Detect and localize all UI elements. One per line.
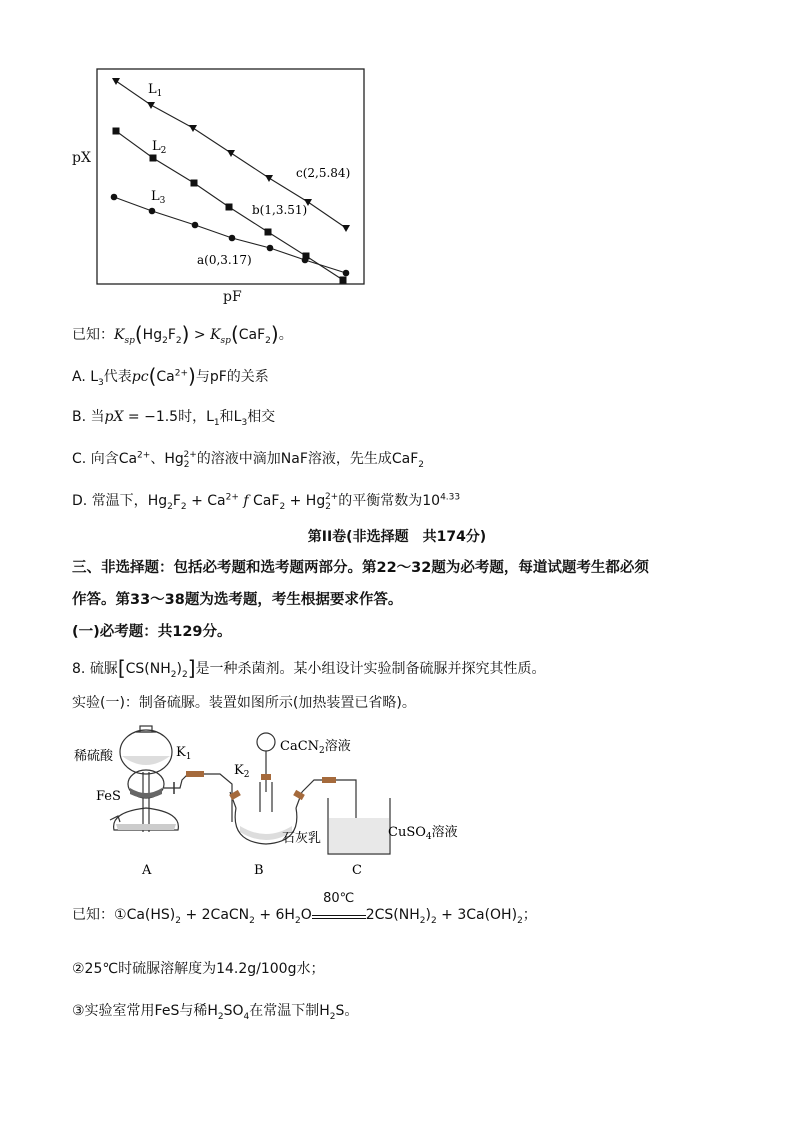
series-1-point-5 bbox=[265, 175, 273, 182]
series-1-point-3 bbox=[189, 125, 197, 132]
known-reaction: 已知：$①Ca(HS)_2$ + 2CaCN$_2$ + $6H_2O$ 80℃ $2CS(NH_2)_2 + 3Ca(OH)_2$； bbox=[72, 891, 537, 926]
rubber-connector bbox=[186, 771, 204, 777]
option-c: C. 向含$Ca^{2+}$、$Hg_2^{2+}$的溶液中滴加NaF溶液，先生成CaF$_2$ bbox=[72, 450, 425, 470]
series-label-l3: $L_3$ bbox=[151, 189, 166, 206]
series-2-point-4 bbox=[226, 204, 233, 211]
section-para-3: (一)必考题：共129分。 bbox=[72, 624, 232, 640]
option-d: D. 常温下，$Hg_2F_2 + Ca^{2+}$ f $CaF_2 + Hg_2^{2+}$的平衡常数为$10^{4.33}$ bbox=[72, 492, 461, 512]
series-2-point-2 bbox=[150, 155, 157, 162]
known-solubility: ②25℃时硫脲溶解度为14.2g/100g水； bbox=[72, 961, 325, 977]
label-cuso4: CuSO$_4$溶液 bbox=[388, 825, 458, 842]
label-a: A bbox=[142, 863, 152, 878]
label-acid: 稀硫酸 bbox=[74, 749, 114, 764]
series-1-point-2 bbox=[147, 102, 155, 109]
label-lime: 石灰乳 bbox=[282, 831, 322, 846]
reaction-condition: 80℃ bbox=[312, 909, 366, 919]
annotation-c: c(2,5.84) bbox=[296, 166, 351, 180]
series-2-point-5 bbox=[265, 229, 272, 236]
label-k1: $K_1$ bbox=[176, 745, 192, 762]
series-2-point-1 bbox=[113, 128, 120, 135]
series-3-point-2 bbox=[149, 208, 156, 215]
known-ksp: 已知：$K_{sp}(Hg_2F_2) > K_{sp}(CaF_2)$。 bbox=[72, 322, 293, 346]
section-para-1: 三、非选择题：包括必考题和选考题两部分。第22～32题为必考题，每道试题考生都必须 bbox=[72, 560, 649, 576]
series-2-point-7 bbox=[340, 277, 347, 284]
series-1-point-7 bbox=[342, 225, 350, 232]
annotation-b: b(1,3.51) bbox=[252, 203, 308, 217]
series-1-point-1 bbox=[112, 78, 120, 85]
series-2-point-3 bbox=[191, 180, 198, 187]
series-1-point-4 bbox=[227, 150, 235, 157]
label-fes: FeS bbox=[96, 789, 121, 804]
known-h2s: ③实验室常用FeS与稀$H_2SO_4$在常温下制$H_2S$。 bbox=[72, 1003, 359, 1022]
section-para-2: 作答。第33～38题为选考题，考生根据要求作答。 bbox=[72, 592, 403, 608]
question-8: 8. 硫脲$[CS(NH_2)_2]$是一种杀菌剂。某小组设计实验制备硫脲并探究其性质。 bbox=[72, 656, 546, 680]
series-3-point-5 bbox=[267, 245, 274, 252]
series-3-point-1 bbox=[111, 194, 118, 201]
x-axis-label: pF bbox=[223, 289, 242, 305]
chart-plot bbox=[96, 68, 366, 286]
label-c: C bbox=[352, 863, 362, 878]
kipp-generator bbox=[114, 726, 179, 832]
option-b: B. 当pX = −1.5时，$L_1$和$L_3$相交 bbox=[72, 409, 276, 428]
label-cacn2: CaCN$_2$溶液 bbox=[280, 739, 351, 756]
experiment-1: 实验(一)：制备硫脲。装置如图所示(加热装置已省略)。 bbox=[72, 695, 416, 711]
label-b: B bbox=[254, 863, 264, 878]
section-title: 第II卷(非选择题 共174分) bbox=[307, 529, 487, 545]
series-3-point-3 bbox=[192, 222, 199, 229]
y-axis-label: pX bbox=[72, 150, 91, 166]
label-k2: $K_2$ bbox=[234, 763, 250, 780]
series-3-point-7 bbox=[343, 270, 350, 277]
series-3-point-4 bbox=[229, 235, 236, 242]
option-a: A. $L_3$代表$pc(Ca^{2+})$与pF的关系 bbox=[72, 364, 269, 388]
series-label-l1: $L_1$ bbox=[148, 82, 163, 99]
annotation-a: a(0,3.17) bbox=[197, 253, 252, 267]
series-label-l2: $L_2$ bbox=[152, 139, 167, 156]
series-3-point-6 bbox=[302, 257, 309, 264]
apparatus-diagram bbox=[70, 722, 490, 882]
